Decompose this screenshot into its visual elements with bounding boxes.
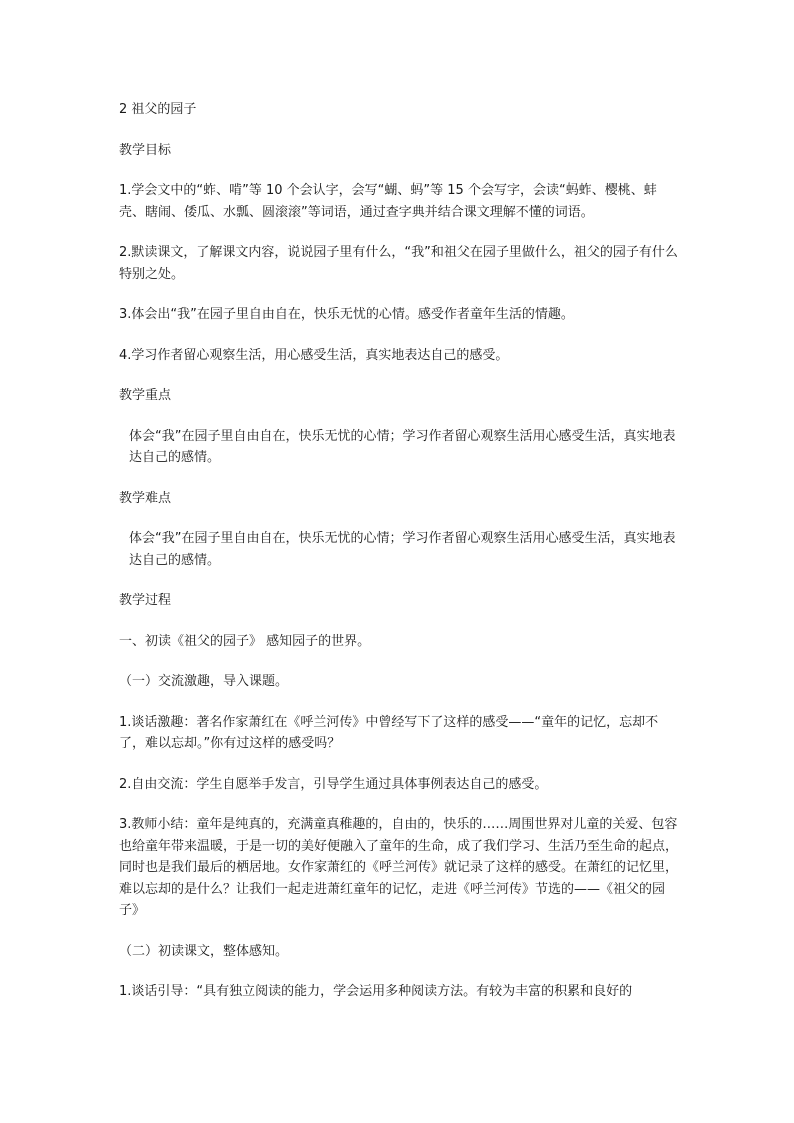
document-body xyxy=(119,99,679,1022)
step-1: 1.谈话激趣：著名作家萧红在《呼兰河传》中曾经写下了这样的感受——“童年的记忆，忘却不了，难以忘却。”你有过这样的感受吗？ xyxy=(119,714,659,751)
goal-1: 1.学会文中的“蚱、啃”等 10 个会认字，会写“蝴、蚂”等 15 个会写字，会读“蚂蚱、樱桃、蚌壳、瞎闹、倭瓜、水瓢、圆滚滚”等词语，通过查字典并结合课文理解不懂的词语。 xyxy=(119,183,657,220)
step-3: 3.教师小结：童年是纯真的，充满童真稚趣的，自由的，快乐的……周围世界对儿童的关爱、包容也给童年带来温暖，于是一切的美好便融入了童年的生命，成了我们学习、生活乃至生命的起点，同时也是我们最后的栖居地。女作家萧红的《呼兰河传》就记录了这样的感受。在萧红的记忆里，难以忘却的是什么？让我们一起走进萧红童年的记忆，走进《呼兰河传》节选的——《祖父的园子》 xyxy=(119,817,679,918)
process-heading: 教学过程 xyxy=(119,593,172,608)
subsection-1-heading: （一）交流激趣，导入课题。 xyxy=(119,674,289,689)
difficulties-heading: 教学难点 xyxy=(119,490,172,506)
step-2: 2.自由交流：学生自愿举手发言，引导学生通过具体事例表达自己的感受。 xyxy=(119,776,548,792)
doc-title: 2 祖父的园子 xyxy=(119,102,197,117)
section-1-heading: 一、初读《祖父的园子》 感知园子的世界。 xyxy=(119,633,371,649)
key-points-text: 体会“我”在园子里自由自在，快乐无忧的心情；学习作者留心观察生活用心感受生活，真实地表达自己的感情。 xyxy=(129,428,676,465)
subsection-2-heading: （二）初读课文，整体感知。 xyxy=(119,943,289,959)
difficulties-text: 体会“我”在园子里自由自在，快乐无忧的心情；学习作者留心观察生活用心感受生活，真实地表达自己的感情。 xyxy=(129,531,676,568)
goal-4: 4.学习作者留心观察生活，用心感受生活，真实地表达自己的感受。 xyxy=(119,347,509,363)
goals-heading: 教学目标 xyxy=(119,142,172,158)
goal-2: 2.默读课文，了解课文内容，说说园子里有什么，“我”和祖父在园子里做什么，祖父的园子有什么特别之处。 xyxy=(119,245,678,282)
goal-3: 3.体会出“我”在园子里自由自在，快乐无忧的心情。感受作者童年生活的情趣。 xyxy=(119,307,574,322)
step-4: 1.谈话引导：“具有独立阅读的能力，学会运用多种阅读方法。有较为丰富的积累和良好的 xyxy=(119,984,633,999)
key-points-heading: 教学重点 xyxy=(119,388,172,403)
